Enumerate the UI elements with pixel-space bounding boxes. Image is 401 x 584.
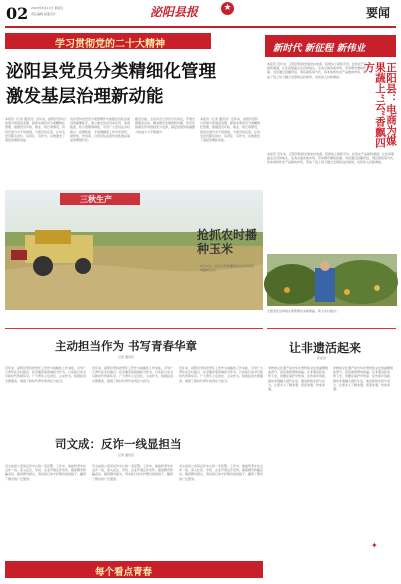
- harvest-caption-text: 8月10日，农机手驾驶播种机在田间抢抢墒播种玉米。: [200, 264, 254, 273]
- lead-body-col4: 本报讯（记者 通讯员）近年来，泌阳县坚持以党建引领基层治理，探索实施党员分类精细化管理，根据党员年龄、职业、特长等情况，将党员划分为不同类别，分类设岗定责，让每名党员都有岗位、有责任、有作为，有效激发了基层治理新动能。: [200, 117, 261, 143]
- fruit-photo: [267, 254, 397, 306]
- edition-line: 责任编辑 版面设计: [31, 12, 56, 16]
- right-feature-body: 本报讯 近年来，正阳县积极发展农村电商，搭建线上销售平台，拓宽农产品销售渠道，让优质果蔬走出田间地头，走向全国各地市场，带动群众增收致富。该县通过直播带货、网店销售等方式，将本地特色农产品推向市场，形成了线上线下融合发展的良好格局，农民收入持续增加。: [267, 62, 367, 79]
- youth-headline: 主动担当作为 书写青春华章: [55, 339, 198, 353]
- commentary-body-col1: 非物质文化遗产是中华优秀传统文化的重要组成部分，是民族智慧的结晶。让非遗活起来、传下去，需要在保护中传承，在传承中创新，推动非遗融入现代生活，焕发新的生机与活力，让更多人了解非遗、喜爱非遗、传承非遗。: [268, 366, 329, 392]
- youth-body-col2: 近年来，泌阳县坚持把青年工作作为战略性工作来抓，引导广大青年在乡村振兴、社会服务等领域担当作为，以实际行动书写新时代青春华章。广大青年立足岗位、主动作为，积极投身志愿服务，展现了新时代青年的责任与担当。: [92, 366, 174, 383]
- theme-banner-text: 学习贯彻党的二十大精神: [55, 39, 165, 50]
- paper-name: 泌阳县报: [150, 5, 199, 19]
- feature-banner-text: 新时代 新征程 新伟业: [273, 43, 366, 54]
- youth-body-col3: 近年来，泌阳县坚持把青年工作作为战略性工作来抓，引导广大青年在乡村振兴、社会服务等领域担当作为，以实际行动书写新时代青春华章。广大青年立足岗位、主动作为，积极投身志愿服务，展现了新时代青年的责任与担当。: [179, 366, 264, 383]
- right-feature-body-2: 本报讯 近年来，正阳县积极发展农村电商，搭建线上销售平台，拓宽农产品销售渠道，让优质果蔬走出田间地头，走向全国各地市场，带动群众增收致富。该县通过直播带货、网店销售等方式，将本地特色农产品推向市场，形成了线上线下融合发展的良好格局，农民收入持续增加。: [267, 152, 397, 165]
- commentary-box: [267, 328, 396, 561]
- lead-body-col2: 该县坚持把党员分类管理作为加强党员队伍建设的重要抓手，建立健全党员设岗定责、承诺践诺、积分管理等制度，引导广大党员在乡村振兴、疫情防控、矛盾调解等工作中亮身份、树形象、作表率，以党员队伍的先进性推动基层治理现代化。: [70, 117, 131, 143]
- commentary-headline: 让非遗活起来: [289, 341, 362, 355]
- commentary-byline: 评论员: [317, 356, 327, 360]
- date-line: 2023年8月11日 星期五: [31, 6, 64, 10]
- profile-byline: 记者 通讯员: [118, 453, 134, 457]
- youth-byline: 记者 通讯员: [118, 355, 134, 359]
- fruit-photo-image: [267, 254, 397, 306]
- harvest-header: [60, 193, 140, 205]
- youth-rule-top: [5, 328, 263, 329]
- profile-body-col3: 司文成是公安局反诈中心的一名民警。工作中，他始终坚守在反诈一线，深入社区、学校、企业开展反诈宣传，提高群众防骗意识，挽回群众损失，用实际行动守护群众的钱袋子，赢得了群众的广泛赞誉。: [179, 464, 264, 481]
- theme-banner: [5, 33, 211, 49]
- harvest-caption-title: 抢抓农时播种玉米: [197, 228, 258, 256]
- profile-headline: 司文成：反诈一线显担当: [55, 437, 182, 451]
- section-name: 要闻: [366, 6, 391, 20]
- feature-banner: [265, 35, 396, 57]
- bottom-banner: [5, 561, 263, 578]
- masthead: [0, 0, 401, 30]
- profile-body-col1: 司文成是公安局反诈中心的一名民警。工作中，他始终坚守在反诈一线，深入社区、学校、企业开展反诈宣传，提高群众防骗意识，挽回群众损失，用实际行动守护群众的钱袋子，赢得了群众的广泛赞誉。: [5, 464, 87, 481]
- commentary-ornament: ✦: [371, 541, 378, 550]
- vertical-headline: 正阳县：电商为媒果蔬上“云”香飘四方: [363, 62, 397, 148]
- masthead-rule: [5, 26, 396, 28]
- harvest-header-text: 三秋生产: [80, 194, 112, 204]
- bottom-banner-text: 每个看点青春: [95, 567, 153, 578]
- commentary-body-col2: 非物质文化遗产是中华优秀传统文化的重要组成部分，是民族智慧的结晶。让非遗活起来、传下去，需要在保护中传承，在传承中创新，推动非遗融入现代生活，焕发新的生机与活力，让更多人了解非遗、喜爱非遗、传承非遗。: [333, 366, 394, 392]
- lead-body-col3: 截至目前，全县共设立党员示范岗位，开展志愿服务活动，解决群众急难愁盼问题，党员先锋模范作用得到充分发挥，基层党组织的凝聚力和战斗力不断提升。: [135, 117, 196, 134]
- page-number: 02: [6, 4, 29, 23]
- fruit-photo-caption: 志愿者在田间地头帮助群众采摘果蔬，助力乡村振兴。: [267, 309, 340, 313]
- star-icon: ★: [221, 2, 234, 15]
- lead-body-col1: 本报讯（记者 通讯员）近年来，泌阳县坚持以党建引领基层治理，探索实施党员分类精细化管理，根据党员年龄、职业、特长等情况，将党员划分为不同类别，分类设岗定责，让每名党员都有岗位、有责任、有作为，有效激发了基层治理新动能。: [5, 117, 66, 143]
- lead-headline-line1: 泌阳县党员分类精细化管理: [6, 62, 216, 82]
- lead-headline-line2: 激发基层治理新动能: [6, 87, 164, 107]
- profile-body-col2: 司文成是公安局反诈中心的一名民警。工作中，他始终坚守在反诈一线，深入社区、学校、企业开展反诈宣传，提高群众防骗意识，挽回群众损失，用实际行动守护群众的钱袋子，赢得了群众的广泛赞誉。: [92, 464, 174, 481]
- youth-body-col1: 近年来，泌阳县坚持把青年工作作为战略性工作来抓，引导广大青年在乡村振兴、社会服务等领域担当作为，以实际行动书写新时代青春华章。广大青年立足岗位、主动作为，积极投身志愿服务，展现了新时代青年的责任与担当。: [5, 366, 87, 383]
